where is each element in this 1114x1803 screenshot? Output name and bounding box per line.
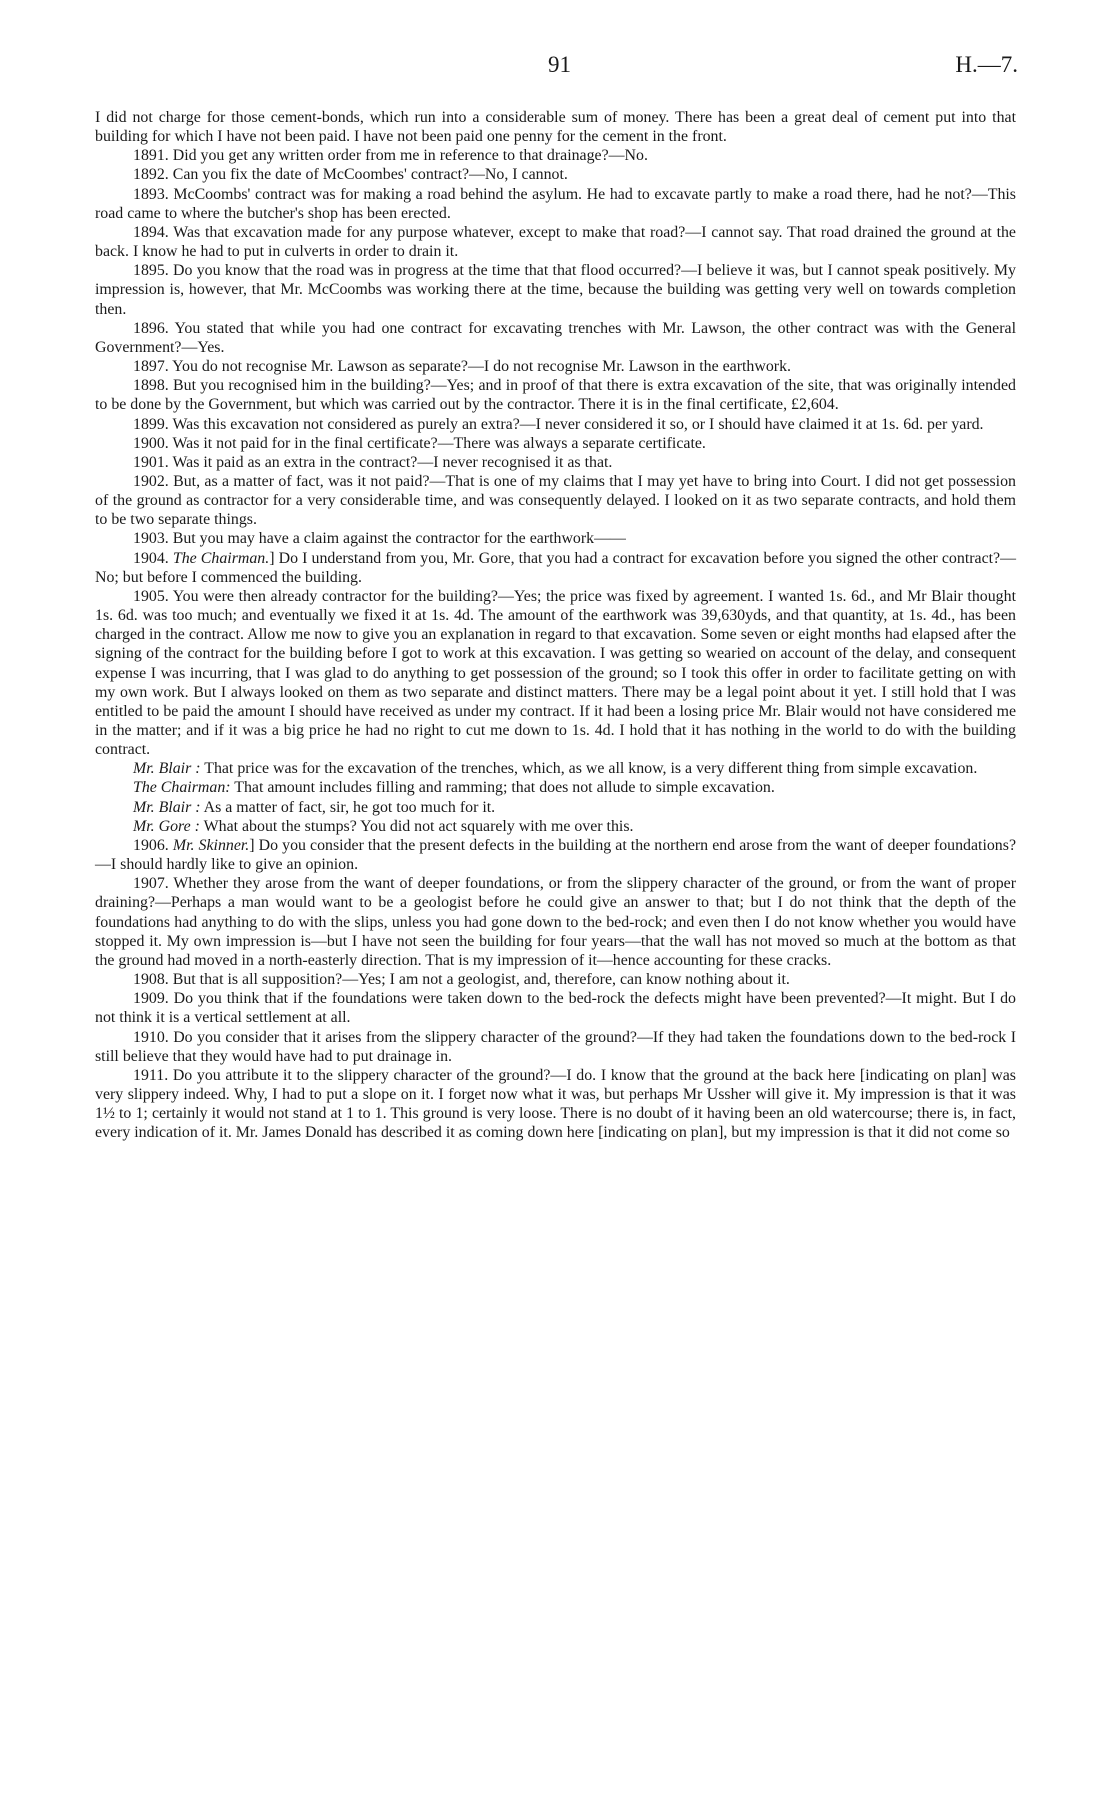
paragraph: 1911. Do you attribute it to the slippery character of the ground?—I do. I know that the ground at the back here [indicating on plan] was very slippery indeed. Why, I had to put a slope on it. I forget now what it was, but perhaps Mr Ussher will give it. My impression is that it was 1½ to 1; certainly it would not stand at 1 to 1. This ground is very loose. There is no doubt of it having been an old watercourse; there is, in fact, every indication of it. Mr. James Donald has described it as coming down here [indicating on plan], but my impression is that it did not come so	[95, 1066, 1016, 1142]
paragraph: The Chairman: That amount includes filling and ramming; that does not allude to simple excavation.	[133, 779, 775, 797]
page-header	[0, 52, 1114, 82]
paragraph: 1894. Was that excavation made for any purpose whatever, except to make that road?—I cannot say. That road drained the ground at the back. I know he had to put in culverts in order to drain it.	[95, 223, 1016, 261]
paragraph: 1907. Whether they arose from the want of deeper foundations, or from the slippery character of the ground, or from the want of proper draining?—Perhaps a man would want to be a geologist before he could give an answer to that; but I do not think that the depth of the foundations had anything to do with the slips, unless you had gone down to the bed-rock; and even then I do not know whether you would have stopped it. My own impression is—but I have not seen the building for four years—that the wall has not moved so much at the bottom as that the ground had moved in a north-easterly direction. That is my impression of it—hence accounting for these cracks.	[95, 875, 1016, 969]
paragraph: 1904. The Chairman.] Do I understand from you, Mr. Gore, that you had a contract for excavation before you signed the other contract?—No; but before I commenced the building.	[95, 549, 1016, 586]
paragraph: 1909. Do you think that if the foundations were taken down to the bed-rock the defects might have been prevented?—It might. But I do not think it is a vertical settlement at all.	[95, 990, 1016, 1027]
speaker-name: Mr. Gore :	[133, 817, 200, 835]
paragraph: 1896. You stated that while you had one contract for excavating trenches with Mr. Lawson, the other contract was with the General Government?—Yes.	[95, 319, 1016, 356]
paragraph: 1906. Mr. Skinner.] Do you consider that the present defects in the building at the northern end arose from the want of deeper foundations?—I should hardly like to give an opinion.	[95, 836, 1016, 874]
speaker-name: Mr. Skinner.	[172, 836, 250, 854]
paragraph: Mr. Gore : What about the stumps? You did not act squarely with me over this.	[133, 817, 634, 835]
paragraph: 1900. Was it not paid for in the final certificate?—There was always a separate certificate.	[133, 434, 706, 452]
paragraph: 1892. Can you fix the date of McCoombes' contract?—No, I cannot.	[133, 166, 568, 184]
paragraph: Mr. Blair : As a matter of fact, sir, he got too much for it.	[133, 798, 496, 816]
paragraph: I did not charge for those cement-bonds, which run into a considerable sum of money. There has been a great deal of cement put into that building for which I have not been paid. I have not been paid one penny for the cement in the front.	[95, 109, 1016, 146]
paragraph: 1897. You do not recognise Mr. Lawson as separate?—I do not recognise Mr. Lawson in the earthwork.	[133, 358, 792, 376]
document-reference: H.—7.	[955, 52, 1018, 77]
speaker-name: Mr. Blair :	[133, 798, 201, 816]
paragraph: 1898. But you recognised him in the building?—Yes; and in proof of that there is extra excavation of the site, that was originally intended to be done by the Government, but which was carried out by the contractor. There it is in the final certificate, £2,604.	[95, 377, 1016, 414]
speaker-name: Mr. Blair :	[133, 760, 201, 778]
paragraph: 1902. But, as a matter of fact, was it not paid?—That is one of my claims that I may yet have to bring into Court. I did not get possession of the ground as contractor for a very considerable time, and was consequently delayed. I looked on it as two separate contracts, and hold them to be two separate things.	[95, 472, 1016, 529]
paragraph: 1905. You were then already contractor for the building?—Yes; the price was fixed by agreement. I wanted 1s. 6d., and Mr Blair thought 1s. 6d. was too much; and eventually we fixed it at 1s. 4d. The amount of the earthwork was 39,630yds, and that quantity, at 1s. 4d., has been charged in the contract. Allow me now to give you an explanation in regard to that excavation. Some seven or eight months had elapsed after the signing of the contract for the building before I got to work at this excavation. I was getting so wearied on account of the delay, and consequent expense I was incurring, that I was glad to do anything to get possession of the ground; so I took this offer in order to facilitate getting on with my own work. But I always looked on them as two separate and distinct matters. There may be a legal point about it yet. I still hold that I was entitled to be paid the amount I should have received as under my contract. If it had been a losing price Mr. Blair would not have considered me in the matter; and if it was a big price he had no right to cut me down to 1s. 4d. I hold that it has nothing in the world to do with the building contract.	[95, 587, 1016, 759]
paragraph: 1893. McCoombs' contract was for making a road behind the asylum. He had to excavate partly to make a road there, had he not?—This road came to where the butcher's shop has been erected.	[95, 185, 1016, 222]
paragraph: 1899. Was this excavation not considered as purely an extra?—I never considered it so, or I should have claimed it at 1s. 6d. per yard.	[133, 415, 984, 433]
paragraph: 1910. Do you consider that it arises from the slippery character of the ground?—If they had taken the foundations down to the bed-rock I still believe that they would have had to put drainage in.	[95, 1028, 1016, 1065]
page-number: 91	[548, 52, 571, 77]
paragraph: Mr. Blair : That price was for the excavation of the trenches, which, as we all know, is a very different thing from simple excavation.	[133, 760, 978, 778]
paragraph: 1901. Was it paid as an extra in the contract?—I never recognised it as that.	[133, 453, 613, 471]
paragraph: 1908. But that is all supposition?—Yes; I am not a geologist, and, therefore, can know nothing about it.	[133, 971, 790, 989]
paragraph: 1891. Did you get any written order from me in reference to that drainage?—No.	[133, 147, 648, 165]
paragraph: 1903. But you may have a claim against the contractor for the earthwork——	[133, 530, 626, 548]
body-text	[95, 108, 1016, 1142]
speaker-name: The Chairman.	[172, 549, 270, 567]
paragraph: 1895. Do you know that the road was in progress at the time that that flood occurred?—I believe it was, but I cannot speak positively. My impression is, however, that Mr. McCoombs was working there at the time, because the building was getting very well on towards completion then.	[95, 262, 1016, 318]
speaker-name: The Chairman:	[133, 779, 231, 797]
